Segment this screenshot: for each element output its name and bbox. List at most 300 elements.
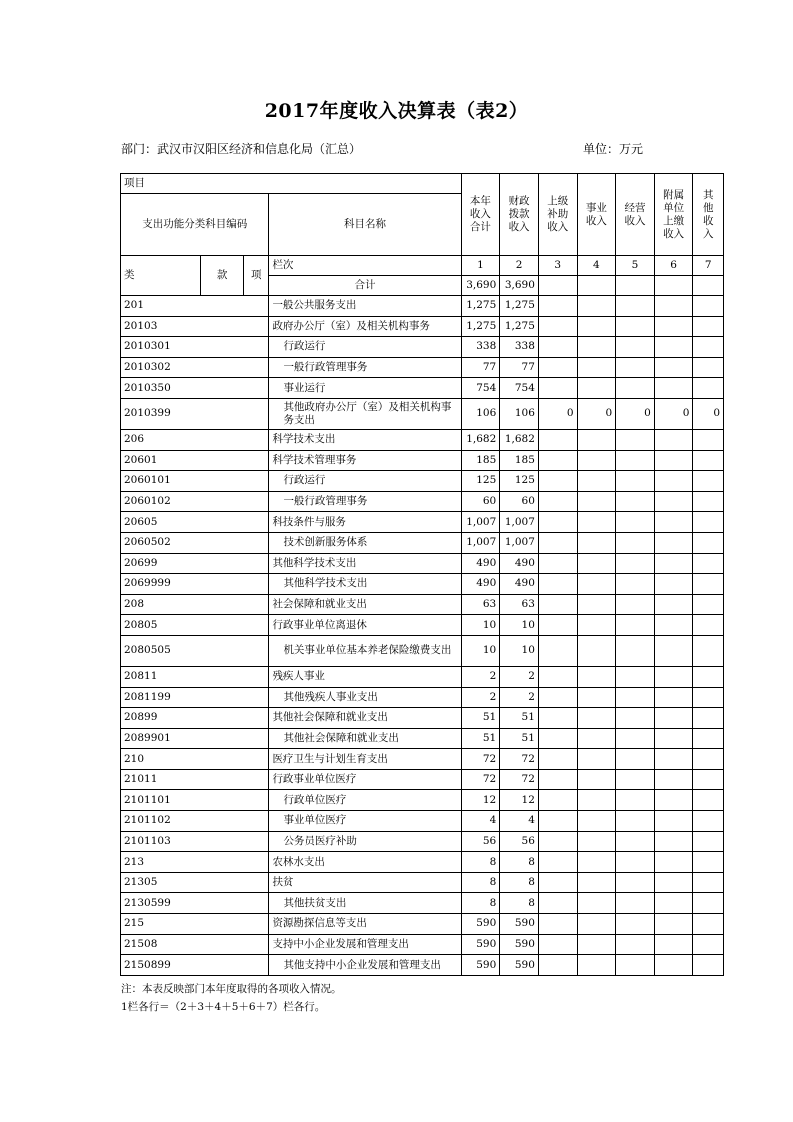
table-row xyxy=(121,708,724,729)
row-c6 xyxy=(654,615,693,636)
lanci-header: 栏次 xyxy=(269,256,461,276)
row-c6 xyxy=(654,296,693,317)
row-c7 xyxy=(693,811,724,832)
row-fiscal: 1,275 xyxy=(500,316,539,337)
table-row xyxy=(121,429,724,450)
row-c7 xyxy=(693,512,724,533)
project-header: 项目 xyxy=(121,174,462,194)
notes xyxy=(121,980,342,1016)
row-c6 xyxy=(654,934,693,955)
code-header: 支出功能分类科目编码 xyxy=(121,194,269,256)
row-name: 事业单位医疗 xyxy=(269,811,461,832)
row-c3 xyxy=(538,914,577,935)
row-fiscal: 106 xyxy=(500,398,539,429)
row-fiscal: 4 xyxy=(500,811,539,832)
note-line-1: 注：本表反映部门本年度取得的各项收入情况。 xyxy=(121,983,342,995)
row-fiscal: 12 xyxy=(500,790,539,811)
row-name: 技术创新服务体系 xyxy=(269,532,461,553)
row-name: 扶贫 xyxy=(269,872,461,893)
empty-cell xyxy=(693,276,724,296)
row-name: 公务员医疗补助 xyxy=(269,831,461,852)
row-total: 590 xyxy=(461,934,500,955)
row-code: 2060102 xyxy=(121,491,269,512)
row-c6 xyxy=(654,872,693,893)
row-c3 xyxy=(538,471,577,492)
row-c3 xyxy=(538,955,577,976)
row-total: 754 xyxy=(461,378,500,399)
total-fiscal-value: 3,690 xyxy=(500,276,539,296)
table-row xyxy=(121,594,724,615)
row-c6 xyxy=(654,790,693,811)
row-c3 xyxy=(538,708,577,729)
row-c3 xyxy=(538,872,577,893)
row-name: 行政单位医疗 xyxy=(269,790,461,811)
row-c3 xyxy=(538,429,577,450)
row-c3: 0 xyxy=(538,398,577,429)
row-c5 xyxy=(616,687,655,708)
row-c5 xyxy=(616,491,655,512)
row-fiscal: 2 xyxy=(500,687,539,708)
row-code: 21011 xyxy=(121,769,269,790)
row-c5 xyxy=(616,357,655,378)
empty-cell xyxy=(616,276,655,296)
row-code: 21305 xyxy=(121,872,269,893)
lei-header: 类 xyxy=(121,256,201,296)
row-c6 xyxy=(654,450,693,471)
row-c6 xyxy=(654,378,693,399)
table-row xyxy=(121,749,724,770)
row-fiscal: 590 xyxy=(500,955,539,976)
row-c5 xyxy=(616,769,655,790)
row-code: 2130599 xyxy=(121,893,269,914)
row-fiscal: 490 xyxy=(500,553,539,574)
row-c4 xyxy=(577,934,616,955)
row-c5 xyxy=(616,594,655,615)
row-fiscal: 590 xyxy=(500,914,539,935)
row-total: 590 xyxy=(461,914,500,935)
table-row xyxy=(121,450,724,471)
row-code: 20811 xyxy=(121,666,269,687)
row-c6 xyxy=(654,831,693,852)
row-name: 医疗卫生与计划生育支出 xyxy=(269,749,461,770)
row-c4 xyxy=(577,491,616,512)
row-c4 xyxy=(577,893,616,914)
page-title: 2017年度收入决算表（表2） xyxy=(264,100,529,122)
row-c4 xyxy=(577,378,616,399)
row-c5 xyxy=(616,666,655,687)
col-number-5: 5 xyxy=(616,256,655,276)
row-c6 xyxy=(654,749,693,770)
row-c3 xyxy=(538,296,577,317)
row-name: 社会保障和就业支出 xyxy=(269,594,461,615)
row-c7 xyxy=(693,316,724,337)
row-c4 xyxy=(577,532,616,553)
row-fiscal: 51 xyxy=(500,728,539,749)
header-row-project xyxy=(121,174,724,194)
row-total: 490 xyxy=(461,553,500,574)
table-row xyxy=(121,532,724,553)
name-header: 科目名称 xyxy=(269,194,461,256)
row-c4 xyxy=(577,615,616,636)
row-c7 xyxy=(693,955,724,976)
row-c3 xyxy=(538,337,577,358)
row-c7 xyxy=(693,553,724,574)
row-name: 一般行政管理事务 xyxy=(269,491,461,512)
row-total: 72 xyxy=(461,749,500,770)
row-code: 20605 xyxy=(121,512,269,533)
row-c4 xyxy=(577,831,616,852)
row-fiscal: 338 xyxy=(500,337,539,358)
income-table xyxy=(120,173,724,976)
row-c5 xyxy=(616,296,655,317)
row-c7 xyxy=(693,831,724,852)
table-row xyxy=(121,512,724,533)
row-c3 xyxy=(538,491,577,512)
row-c5 xyxy=(616,378,655,399)
row-total: 1,007 xyxy=(461,512,500,533)
row-total: 10 xyxy=(461,615,500,636)
row-fiscal: 72 xyxy=(500,749,539,770)
row-name: 行政事业单位医疗 xyxy=(269,769,461,790)
row-c7 xyxy=(693,450,724,471)
row-total: 185 xyxy=(461,450,500,471)
row-code: 2010399 xyxy=(121,398,269,429)
row-c4 xyxy=(577,635,616,666)
note-line-2: 1栏各行＝（2＋3＋4＋5＋6＋7）栏各行。 xyxy=(121,1001,326,1013)
row-total: 12 xyxy=(461,790,500,811)
row-c7 xyxy=(693,635,724,666)
row-c5 xyxy=(616,934,655,955)
row-c5 xyxy=(616,893,655,914)
row-name: 支持中小企业发展和管理支出 xyxy=(269,934,461,955)
row-c4 xyxy=(577,708,616,729)
row-c4: 0 xyxy=(577,398,616,429)
row-c7 xyxy=(693,749,724,770)
row-code: 20805 xyxy=(121,615,269,636)
xiang-header: 项 xyxy=(244,256,269,296)
row-code: 2060101 xyxy=(121,471,269,492)
row-total: 56 xyxy=(461,831,500,852)
col-operating-header: 经营 收入 xyxy=(616,174,655,256)
row-name: 科学技术支出 xyxy=(269,429,461,450)
row-c4 xyxy=(577,811,616,832)
row-name: 事业运行 xyxy=(269,378,461,399)
col-number-2: 2 xyxy=(500,256,539,276)
row-c5 xyxy=(616,553,655,574)
row-c5 xyxy=(616,615,655,636)
table-row xyxy=(121,666,724,687)
row-total: 2 xyxy=(461,687,500,708)
row-c5 xyxy=(616,337,655,358)
row-c7 xyxy=(693,893,724,914)
row-fiscal: 8 xyxy=(500,872,539,893)
row-total: 51 xyxy=(461,708,500,729)
empty-cell xyxy=(538,276,577,296)
row-c6 xyxy=(654,553,693,574)
row-code: 20899 xyxy=(121,708,269,729)
table-row xyxy=(121,316,724,337)
row-fiscal: 185 xyxy=(500,450,539,471)
row-fiscal: 77 xyxy=(500,357,539,378)
row-c7 xyxy=(693,934,724,955)
row-c4 xyxy=(577,337,616,358)
row-c4 xyxy=(577,914,616,935)
row-c4 xyxy=(577,687,616,708)
row-c3 xyxy=(538,666,577,687)
col-total-header: 本年 收入 合计 xyxy=(461,174,500,256)
table-row xyxy=(121,934,724,955)
table-row xyxy=(121,471,724,492)
row-c7 xyxy=(693,594,724,615)
row-c6 xyxy=(654,687,693,708)
row-fiscal: 1,007 xyxy=(500,512,539,533)
row-code: 2089901 xyxy=(121,728,269,749)
table-row xyxy=(121,831,724,852)
row-c5 xyxy=(616,831,655,852)
row-c6 xyxy=(654,337,693,358)
row-c7 xyxy=(693,666,724,687)
row-total: 125 xyxy=(461,471,500,492)
row-total: 338 xyxy=(461,337,500,358)
row-total: 2 xyxy=(461,666,500,687)
row-c4 xyxy=(577,728,616,749)
row-code: 201 xyxy=(121,296,269,317)
row-c5 xyxy=(616,914,655,935)
row-c5 xyxy=(616,872,655,893)
row-total: 4 xyxy=(461,811,500,832)
row-code: 206 xyxy=(121,429,269,450)
row-c4 xyxy=(577,790,616,811)
row-name: 其他政府办公厅（室）及相关机构事务支出 xyxy=(269,398,461,429)
row-name: 其他科学技术支出 xyxy=(269,553,461,574)
table-row xyxy=(121,769,724,790)
row-c7 xyxy=(693,296,724,317)
row-c6 xyxy=(654,429,693,450)
row-fiscal: 10 xyxy=(500,615,539,636)
row-total: 106 xyxy=(461,398,500,429)
row-c4 xyxy=(577,594,616,615)
row-c5 xyxy=(616,852,655,873)
table-row xyxy=(121,337,724,358)
row-fiscal: 1,007 xyxy=(500,532,539,553)
row-total: 8 xyxy=(461,893,500,914)
row-c7 xyxy=(693,872,724,893)
table-row xyxy=(121,893,724,914)
row-code: 2101103 xyxy=(121,831,269,852)
row-name: 行政运行 xyxy=(269,337,461,358)
row-c3 xyxy=(538,790,577,811)
row-c7 xyxy=(693,708,724,729)
row-name: 科技条件与服务 xyxy=(269,512,461,533)
department-label: 部门：武汉市汉阳区经济和信息化局（汇总） xyxy=(121,142,362,156)
row-c3 xyxy=(538,450,577,471)
row-c7 xyxy=(693,429,724,450)
row-c4 xyxy=(577,749,616,770)
row-c6 xyxy=(654,893,693,914)
row-c7 xyxy=(693,532,724,553)
row-code: 2101102 xyxy=(121,811,269,832)
row-c3 xyxy=(538,893,577,914)
row-code: 2010301 xyxy=(121,337,269,358)
row-c4 xyxy=(577,574,616,595)
row-c3 xyxy=(538,811,577,832)
row-c3 xyxy=(538,357,577,378)
row-total: 590 xyxy=(461,955,500,976)
row-total: 8 xyxy=(461,872,500,893)
row-code: 2010350 xyxy=(121,378,269,399)
row-c3 xyxy=(538,728,577,749)
row-c3 xyxy=(538,831,577,852)
col-superior-header: 上级 补助 收入 xyxy=(538,174,577,256)
row-c7 xyxy=(693,471,724,492)
row-c5 xyxy=(616,790,655,811)
row-code: 210 xyxy=(121,749,269,770)
row-c6: 0 xyxy=(654,398,693,429)
row-fiscal: 8 xyxy=(500,893,539,914)
row-c7 xyxy=(693,574,724,595)
row-name: 其他扶贫支出 xyxy=(269,893,461,914)
row-c5 xyxy=(616,708,655,729)
row-c5 xyxy=(616,749,655,770)
row-c3 xyxy=(538,635,577,666)
row-fiscal: 51 xyxy=(500,708,539,729)
row-c5 xyxy=(616,512,655,533)
col-fiscal-header: 财政 拨款 收入 xyxy=(500,174,539,256)
header-row-lanci xyxy=(121,256,724,276)
row-fiscal: 590 xyxy=(500,934,539,955)
table-row xyxy=(121,687,724,708)
row-c5 xyxy=(616,450,655,471)
row-code: 20103 xyxy=(121,316,269,337)
row-fiscal: 2 xyxy=(500,666,539,687)
row-c7 xyxy=(693,615,724,636)
table-row xyxy=(121,574,724,595)
row-c6 xyxy=(654,316,693,337)
row-c6 xyxy=(654,811,693,832)
row-c4 xyxy=(577,769,616,790)
row-c6 xyxy=(654,574,693,595)
row-name: 一般公共服务支出 xyxy=(269,296,461,317)
empty-cell xyxy=(654,276,693,296)
row-c6 xyxy=(654,852,693,873)
table-row xyxy=(121,811,724,832)
row-c3 xyxy=(538,574,577,595)
row-c7 xyxy=(693,914,724,935)
row-name: 其他社会保障和就业支出 xyxy=(269,728,461,749)
row-c4 xyxy=(577,316,616,337)
row-c3 xyxy=(538,615,577,636)
row-c3 xyxy=(538,378,577,399)
row-c5 xyxy=(616,955,655,976)
row-c7 xyxy=(693,790,724,811)
row-c4 xyxy=(577,471,616,492)
row-c5 xyxy=(616,574,655,595)
row-code: 2010302 xyxy=(121,357,269,378)
row-c4 xyxy=(577,666,616,687)
col-number-3: 3 xyxy=(538,256,577,276)
row-c7 xyxy=(693,378,724,399)
row-name: 机关事业单位基本养老保险缴费支出 xyxy=(269,635,461,666)
row-name: 其他支持中小企业发展和管理支出 xyxy=(269,955,461,976)
row-c4 xyxy=(577,872,616,893)
row-c5 xyxy=(616,728,655,749)
row-total: 1,007 xyxy=(461,532,500,553)
row-total: 10 xyxy=(461,635,500,666)
row-total: 51 xyxy=(461,728,500,749)
row-total: 8 xyxy=(461,852,500,873)
row-c5 xyxy=(616,471,655,492)
row-c5 xyxy=(616,316,655,337)
row-c7 xyxy=(693,357,724,378)
row-fiscal: 1,682 xyxy=(500,429,539,450)
row-code: 2081199 xyxy=(121,687,269,708)
table-row xyxy=(121,491,724,512)
row-name: 行政事业单位离退休 xyxy=(269,615,461,636)
row-c5 xyxy=(616,532,655,553)
row-name: 一般行政管理事务 xyxy=(269,357,461,378)
row-c3 xyxy=(538,532,577,553)
row-c6 xyxy=(654,491,693,512)
table-row xyxy=(121,357,724,378)
row-total: 1,682 xyxy=(461,429,500,450)
row-fiscal: 56 xyxy=(500,831,539,852)
table-row xyxy=(121,635,724,666)
table-row xyxy=(121,872,724,893)
row-c4 xyxy=(577,450,616,471)
row-c6 xyxy=(654,594,693,615)
table-row xyxy=(121,378,724,399)
col-other-header: 其 他 收 入 xyxy=(693,174,724,256)
row-c6 xyxy=(654,769,693,790)
row-c3 xyxy=(538,316,577,337)
row-c3 xyxy=(538,749,577,770)
row-fiscal: 10 xyxy=(500,635,539,666)
row-c6 xyxy=(654,914,693,935)
row-c3 xyxy=(538,934,577,955)
row-c3 xyxy=(538,594,577,615)
row-c4 xyxy=(577,357,616,378)
row-code: 2150899 xyxy=(121,955,269,976)
col-business-header: 事业 收入 xyxy=(577,174,616,256)
table-row xyxy=(121,790,724,811)
row-total: 77 xyxy=(461,357,500,378)
total-label: 合计 xyxy=(269,276,461,296)
row-c6 xyxy=(654,635,693,666)
row-code: 2060502 xyxy=(121,532,269,553)
empty-cell xyxy=(577,276,616,296)
row-c5 xyxy=(616,811,655,832)
row-c3 xyxy=(538,852,577,873)
row-code: 20601 xyxy=(121,450,269,471)
row-name: 其他残疾人事业支出 xyxy=(269,687,461,708)
table-row xyxy=(121,955,724,976)
total-value: 3,690 xyxy=(461,276,500,296)
row-code: 213 xyxy=(121,852,269,873)
row-c6 xyxy=(654,532,693,553)
table-row xyxy=(121,852,724,873)
row-c4 xyxy=(577,296,616,317)
table-row xyxy=(121,914,724,935)
row-c6 xyxy=(654,955,693,976)
row-c4 xyxy=(577,429,616,450)
row-name: 科学技术管理事务 xyxy=(269,450,461,471)
table-row xyxy=(121,296,724,317)
row-c3 xyxy=(538,769,577,790)
row-name: 农林水支出 xyxy=(269,852,461,873)
row-fiscal: 60 xyxy=(500,491,539,512)
row-fiscal: 1,275 xyxy=(500,296,539,317)
row-c3 xyxy=(538,512,577,533)
